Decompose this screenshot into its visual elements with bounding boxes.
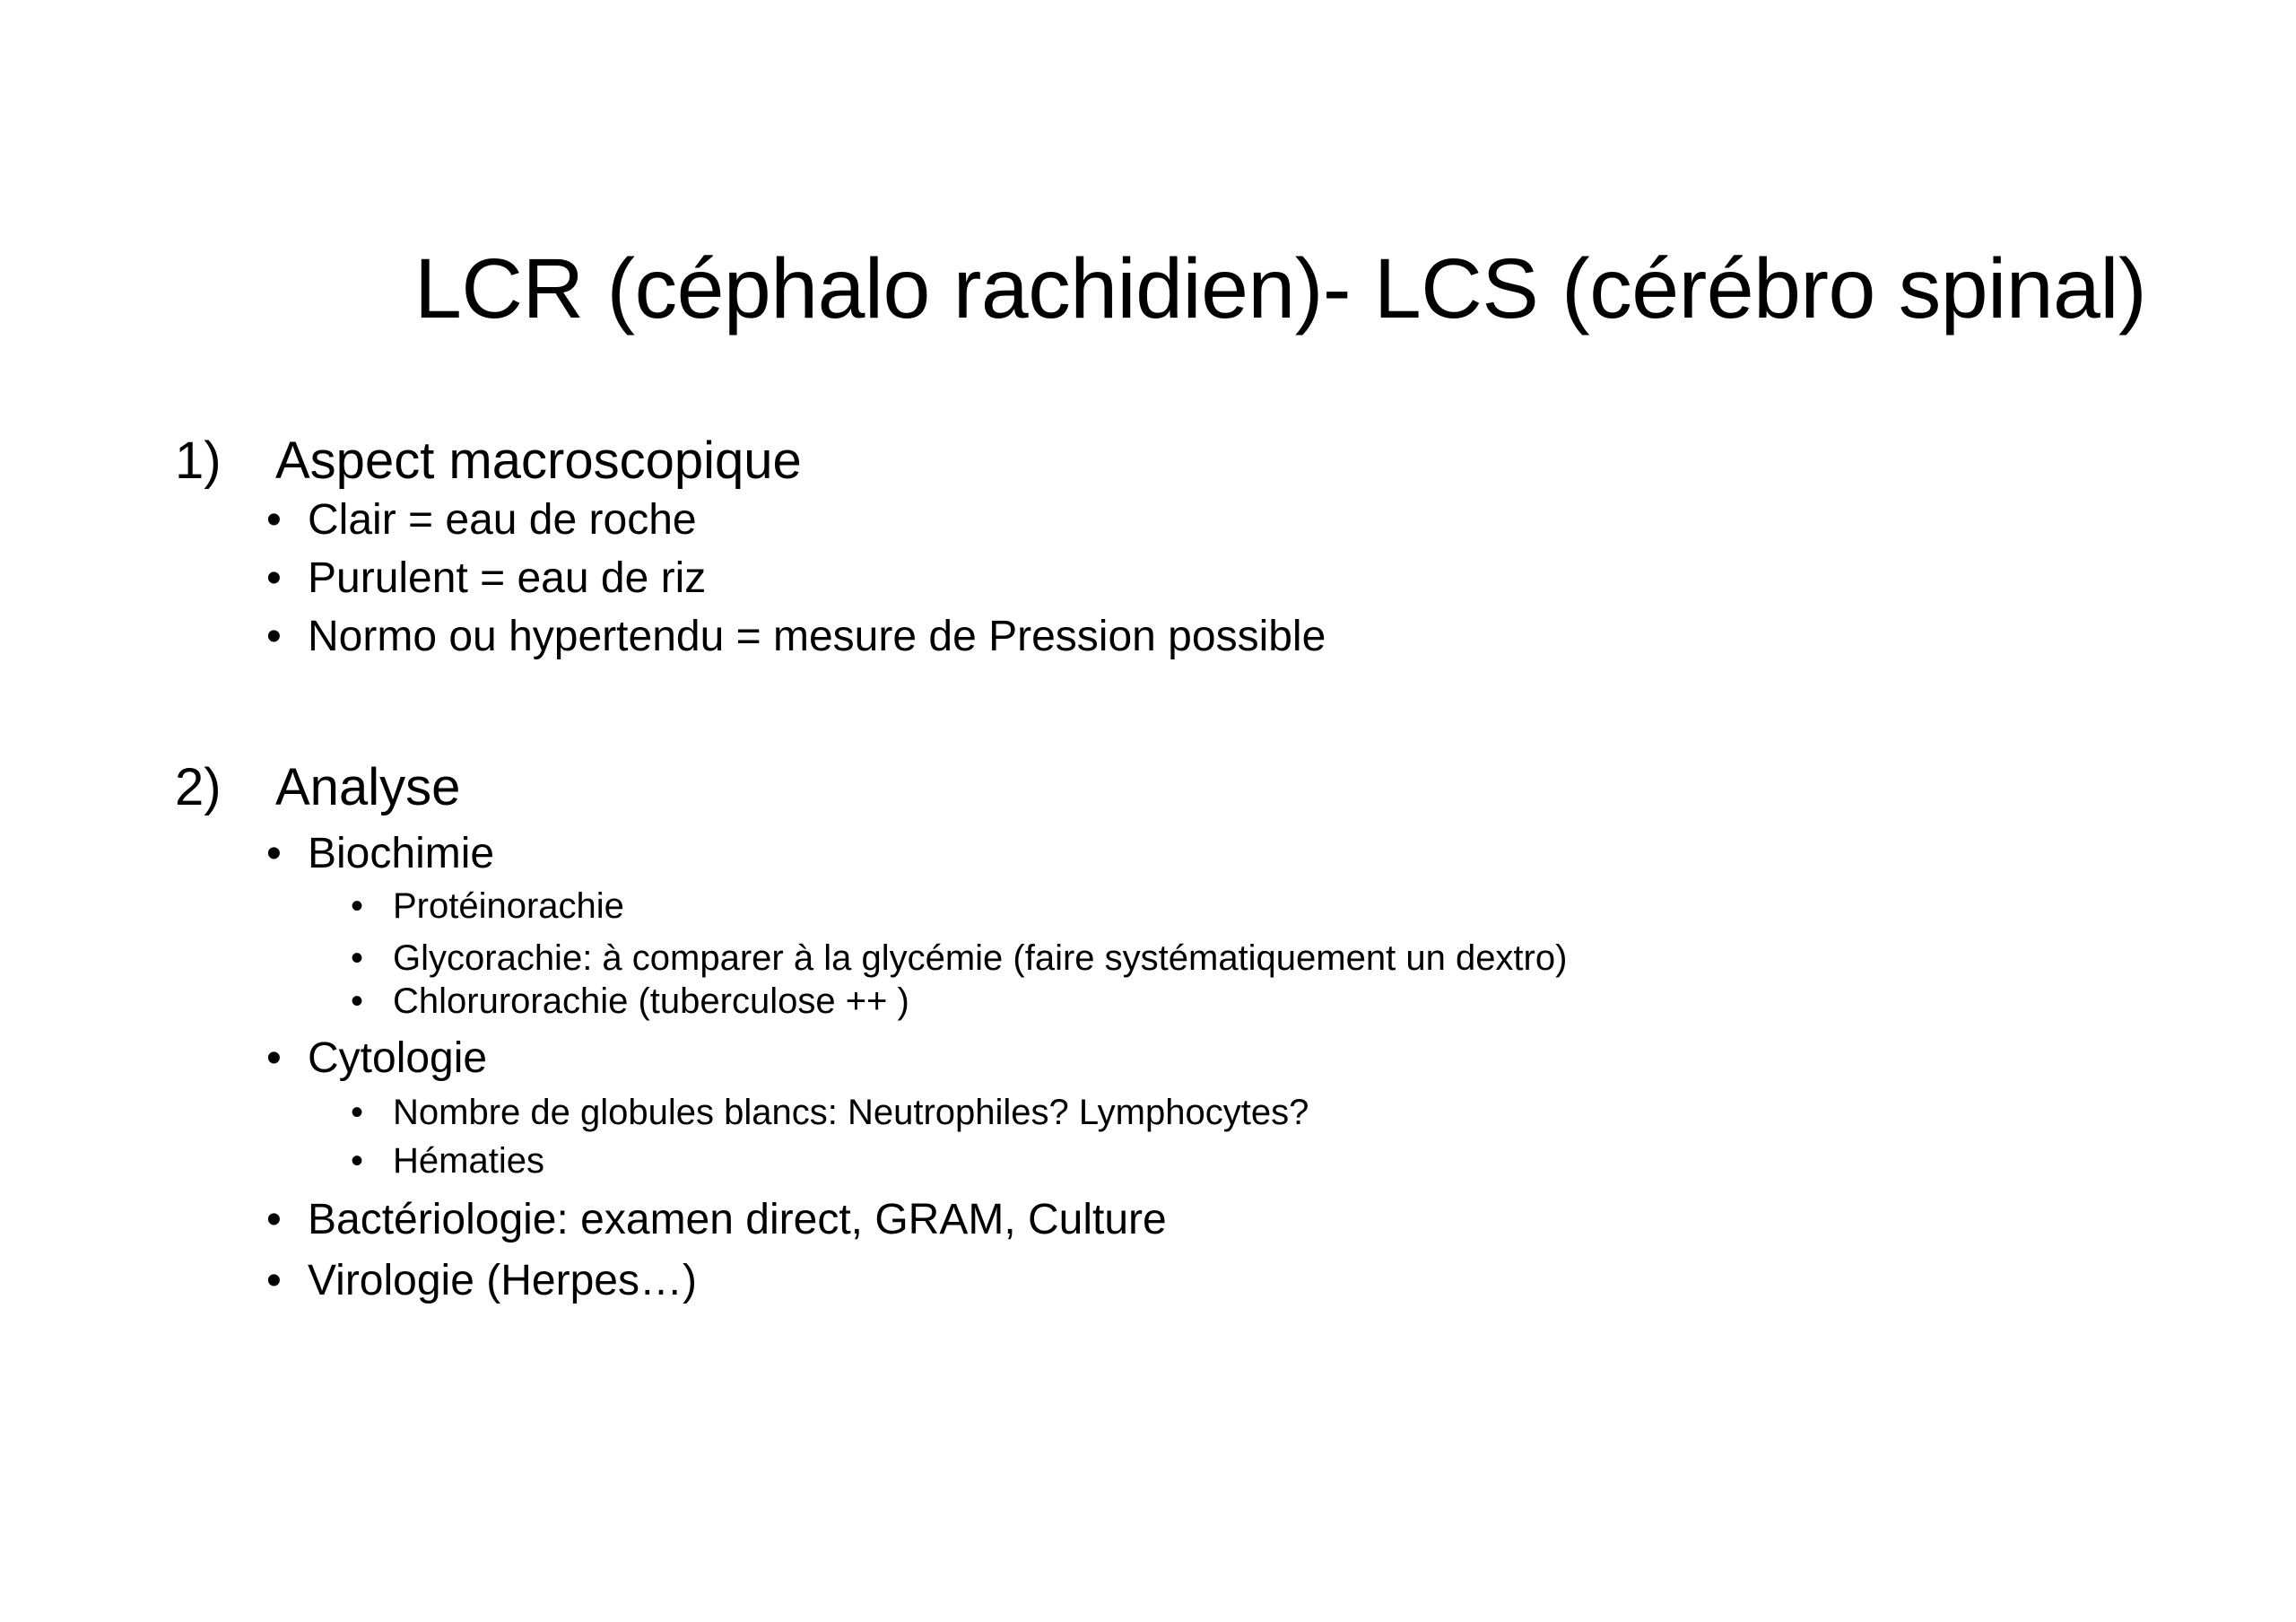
list-item-text: Purulent = eau de riz	[308, 554, 707, 602]
section-heading	[175, 429, 2058, 493]
sub-list-item	[175, 981, 2058, 1021]
sub-list-item-text: Hématies	[393, 1141, 544, 1181]
slide-title: LCR (céphalo rachidien)- LCS (cérébro spinal)	[414, 241, 2147, 336]
sub-list-item	[175, 938, 2058, 978]
sub-list-item-text: Nombre de globules blancs: Neutrophiles? Lymphocytes?	[393, 1093, 1309, 1132]
section-aspect-macroscopique	[175, 429, 2058, 664]
list-item-text: Normo ou hypertendu = mesure de Pression possible	[308, 613, 1326, 660]
bullet-icon: •	[351, 886, 364, 926]
bullet-icon: •	[351, 938, 364, 978]
sub-list-item	[175, 886, 2058, 926]
bullet-icon: •	[351, 1093, 364, 1132]
bullet-icon: •	[266, 830, 282, 877]
bullet-icon: •	[266, 1034, 282, 1082]
section-analyse	[175, 755, 2058, 1308]
section-heading-text: Aspect macroscopique	[275, 432, 802, 490]
list-item-text: Bactériologie: examen direct, GRAM, Culture	[308, 1196, 1167, 1243]
bullet-icon: •	[266, 1196, 282, 1243]
sub-list-item-text: Chlorurorachie (tuberculose ++ )	[393, 981, 909, 1021]
bullet-icon: •	[351, 1141, 364, 1181]
list-item	[175, 610, 2058, 664]
bullet-icon: •	[266, 613, 282, 660]
list-item	[175, 493, 2058, 547]
sub-list-item-text: Protéinorachie	[393, 886, 624, 926]
list-item-biochimie	[175, 827, 2058, 881]
sub-list-item	[175, 1093, 2058, 1132]
bullet-icon: •	[351, 981, 364, 1021]
section-heading	[175, 755, 2058, 820]
list-item-bacteriologie	[175, 1193, 2058, 1247]
section-number: 1)	[175, 432, 222, 490]
bullet-icon: •	[266, 554, 282, 602]
list-item-cytologie	[175, 1032, 2058, 1086]
section-number: 2)	[175, 758, 222, 816]
list-item-text: Virologie (Herpes…)	[308, 1257, 697, 1304]
list-item-text: Clair = eau de roche	[308, 496, 697, 544]
bullet-icon: •	[266, 496, 282, 544]
sub-list-item	[175, 1141, 2058, 1181]
list-item-text: Cytologie	[308, 1034, 488, 1082]
bullet-icon: •	[266, 1257, 282, 1304]
list-item-virologie	[175, 1254, 2058, 1308]
list-item-text: Biochimie	[308, 830, 495, 877]
section-heading-text: Analyse	[275, 758, 461, 816]
sub-list-item-text: Glycorachie: à comparer à la glycémie (faire systématiquement un dextro)	[393, 938, 1568, 978]
list-item	[175, 552, 2058, 606]
